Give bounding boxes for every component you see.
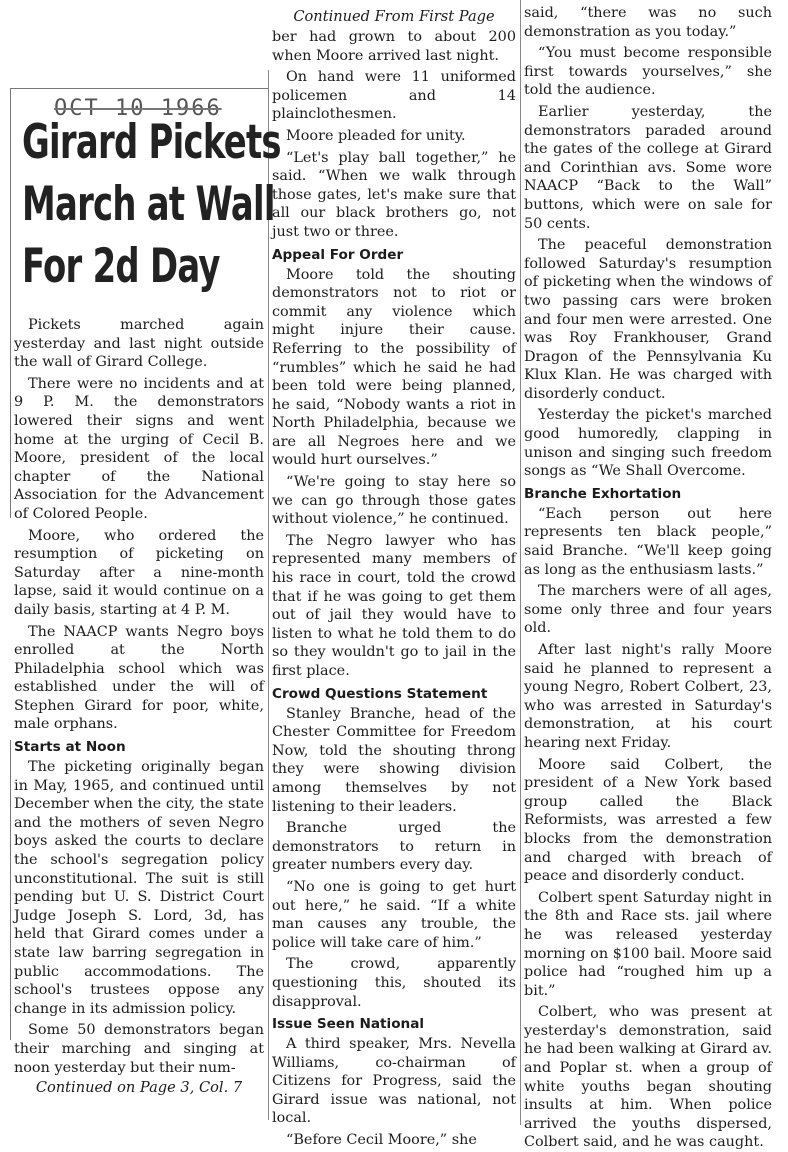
paragraph: Moore, who ordered the resumption of picketing on Saturday after a nine-month lapse, said it would continue on a daily basis, starting at 4 P. M.: [14, 527, 264, 618]
column-rule-right: [520, 0, 521, 1125]
headline-box-top: [10, 88, 268, 89]
subheading: Appeal For Order: [272, 246, 404, 263]
headline-line-2: March at Wall: [22, 177, 275, 232]
headline-line-3: For 2d Day: [22, 239, 220, 294]
headline-box-left: [10, 88, 11, 518]
paragraph: The picketing originally began in May, 1965, and continued until December when the city, the state and the mothers of seven Negro boys asked the courts to declare the school's segregation policy unconstitutional. The suit is still pending but U. S. District Court Judge Joseph S. Lord, 3d, has held that Girard comes under a state law barring segregation in public accommodations. The school's trustees oppose any change in its admission policy.: [14, 759, 264, 1017]
paragraph: ber had grown to about 200 when Moore arrived last night.: [272, 29, 516, 64]
paragraph: “Let's play ball together,” he said. “When we walk through those gates, let's make sure that all our black brothers go, not just two or three.: [272, 149, 516, 240]
paragraph: Branche urged the demonstrators to return in greater numbers every day.: [272, 820, 516, 874]
paragraph: The marchers were of all ages, some only three and four years old.: [524, 583, 772, 637]
subheading: Branche Exhortation: [524, 485, 682, 502]
paragraph: There were no incidents and at 9 P. M. the demonstrators lowered their signs and went home at the urging of Cecil B. Moore, president of the local chapter of the National Association for the Advancement of Colored People.: [14, 375, 264, 522]
continued-from-note: Continued From First Page: [293, 8, 495, 25]
paragraph: The Negro lawyer who has represented many members of his race in court, told the crowd that if he was going to get them out of jail they would have to listen to what he told them to do so they wouldn't go to jail in the first place.: [272, 532, 516, 679]
article-column-2: [272, 0, 516, 1150]
paragraph: Moore pleaded for unity.: [286, 127, 466, 144]
headline-line-1: Girard Pickets: [22, 115, 281, 170]
article-column-1: [14, 316, 264, 1098]
paragraph: A third speaker, Mrs. Nevella Williams, co-chairman of Citizens for Progress, said the Girard issue was national, not local.: [272, 1036, 516, 1127]
paragraph: “Each person out here represents ten black people,” said Branche. “We'll keep going as long as the enthusiasm lasts.”: [524, 505, 772, 578]
paragraph: “You must become responsible first towards yourselves,” she told the audience.: [524, 45, 772, 99]
paragraph: The crowd, apparently questioning this, shouted its disapproval.: [272, 956, 516, 1010]
paragraph: Moore said Colbert, the president of a New York based group called the Black Reformists, was arrested a few blocks from the demonstration and charged with breach of peace and disorderly conduct.: [524, 756, 772, 885]
paragraph: “Before Cecil Moore,” she: [286, 1132, 477, 1149]
paragraph: Earlier yesterday, the demonstrators paraded around the gates of the college at Girard and Corinthian avs. Some wore NAACP “Back to the Wall” buttons, which were on sale for 50 cents.: [524, 103, 772, 232]
paragraph: “No one is going to get hurt out here,” he said. “If a white man causes any trouble, the police will take care of him.”: [272, 878, 516, 951]
paragraph: The peaceful demonstration followed Saturday's resumption of picketing when the windows of two passing cars were broken and four men were arrested. One was Roy Frankhouser, Grand Dragon of the Pennsylvania Ku Klux Klan. He was charged with disorderly conduct.: [524, 237, 772, 402]
column-box-left: [10, 740, 11, 1040]
continued-on-note: Continued on Page 3, Col. 7: [35, 1079, 243, 1097]
paragraph: Stanley Branche, head of the Chester Committee for Freedom Now, told the shouting throng they were showing division among themselves by not listening to their leaders.: [272, 705, 516, 815]
paragraph: After last night's rally Moore said he planned to represent a young Negro, Robert Colbert, 23, who was arrested in Saturday's demonstration, at his court hearing next Friday.: [524, 642, 772, 751]
paragraph: “We're going to stay here so we can go through those gates without violence,” he continued.: [272, 474, 516, 528]
paragraph: Pickets marched again yesterday and last night outside the wall of Girard College.: [14, 317, 264, 371]
date-stamp: OCT 10 1966: [54, 96, 222, 121]
headline: [22, 112, 281, 298]
paragraph: On hand were 11 uniformed policemen and 14 plainclothesmen.: [272, 69, 516, 123]
subheading: Issue Seen National: [272, 1016, 425, 1033]
paragraph: Colbert, who was present at yesterday's demonstration, said he had been walking at Girard av. and Poplar st. when a group of white youths began shouting insults at him. When police arrived the youths dispersed, Colbert said, and he was caught.: [524, 1004, 772, 1151]
article-column-3: [524, 4, 772, 1152]
subheading: Starts at Noon: [14, 739, 126, 756]
subheading: Crowd Questions Statement: [272, 685, 488, 702]
paragraph: said, “there was no such demonstration as you today.”: [524, 5, 772, 40]
paragraph: Moore told the shouting demonstrators not to riot or commit any violence which might injure their cause. Referring to the possibility of “rumbles” which he said he had been told were being planned, he said, “Nobody wants a riot in North Philadelphia, because we are all Negroes here and we would hurt ourselves.”: [272, 266, 516, 469]
paragraph: Some 50 demonstrators began their marching and singing at noon yesterday but their num-: [14, 1022, 264, 1076]
paragraph: Yesterday the picket's marched good humoredly, clapping in unison and singing such freedom songs as “We Shall Overcome.: [524, 407, 772, 480]
paragraph: Colbert spent Saturday night in the 8th and Race sts. jail where he was released yesterday morning on $100 bail. Moore said police had “roughed him up a bit.”: [524, 889, 772, 999]
paragraph: The NAACP wants Negro boys enrolled at the North Philadelphia school which was established under the will of Stephen Girard for poor, white, male orphans.: [14, 623, 264, 733]
